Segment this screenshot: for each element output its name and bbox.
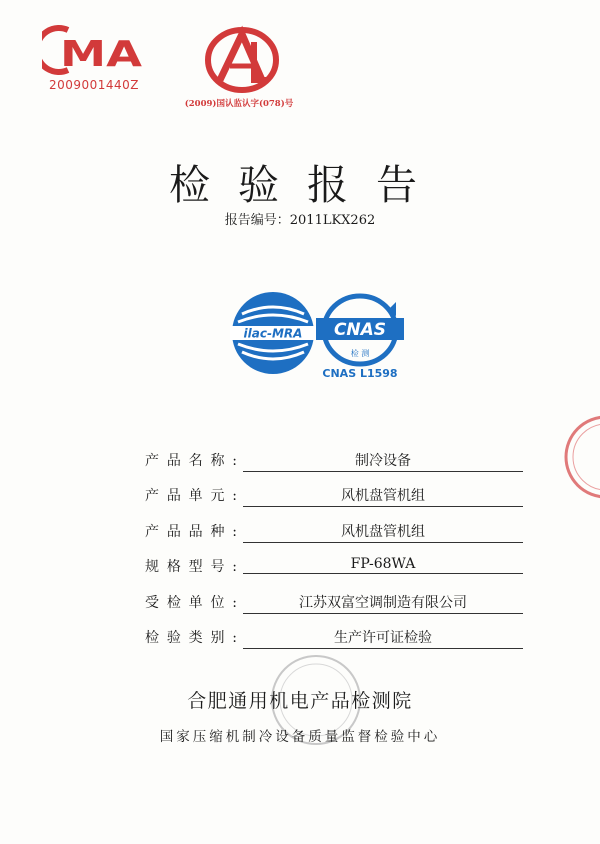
field-label: 产品单元: (145, 488, 237, 505)
field-label: 产品名称: (145, 453, 237, 469)
cal-approval-code: (2009)国认监认字(078)号 (184, 99, 294, 109)
cnas-code: CNAS L1598 (322, 367, 398, 380)
field-label: 产品品种: (145, 523, 237, 540)
center-name: 国家压缩机制冷设备质量监督检验中心 (159, 729, 441, 745)
field-value: 江苏双富空调制造有限公司 (243, 592, 523, 614)
field-value: 风机盘管机组 (243, 521, 523, 543)
report-title: 检验报告 (169, 161, 445, 209)
field-row (145, 592, 525, 627)
cal-seal (202, 24, 282, 94)
field-value: 生产许可证检验 (243, 627, 523, 649)
cma-seal (42, 24, 146, 76)
field-row (145, 450, 525, 485)
cma-code: 2009001440Z (48, 78, 140, 92)
field-row (145, 485, 525, 520)
ilac-mra-text: ilac-MRA (243, 326, 303, 341)
edge-red-seal (560, 412, 600, 502)
field-label: 受检单位: (145, 594, 237, 611)
cnas-logo (312, 290, 408, 382)
cma-letters: MA (60, 34, 143, 75)
report-fields (145, 450, 525, 662)
field-label: 规格型号: (145, 559, 237, 576)
cnas-sub: 检 测 (350, 349, 370, 358)
cnas-text: CNAS (333, 320, 387, 340)
field-value: 制冷设备 (243, 450, 523, 472)
field-label: 检验类别: (145, 629, 237, 646)
ilac-mra-logo (230, 290, 316, 376)
report-number: 报告编号：2011LKX262 (224, 213, 376, 228)
field-row (145, 521, 525, 556)
institution-name: 合肥通用机电产品检测院 (187, 690, 413, 712)
field-value: FP-68WA (243, 556, 523, 574)
field-row (145, 556, 525, 591)
field-value: 风机盘管机组 (243, 485, 523, 507)
